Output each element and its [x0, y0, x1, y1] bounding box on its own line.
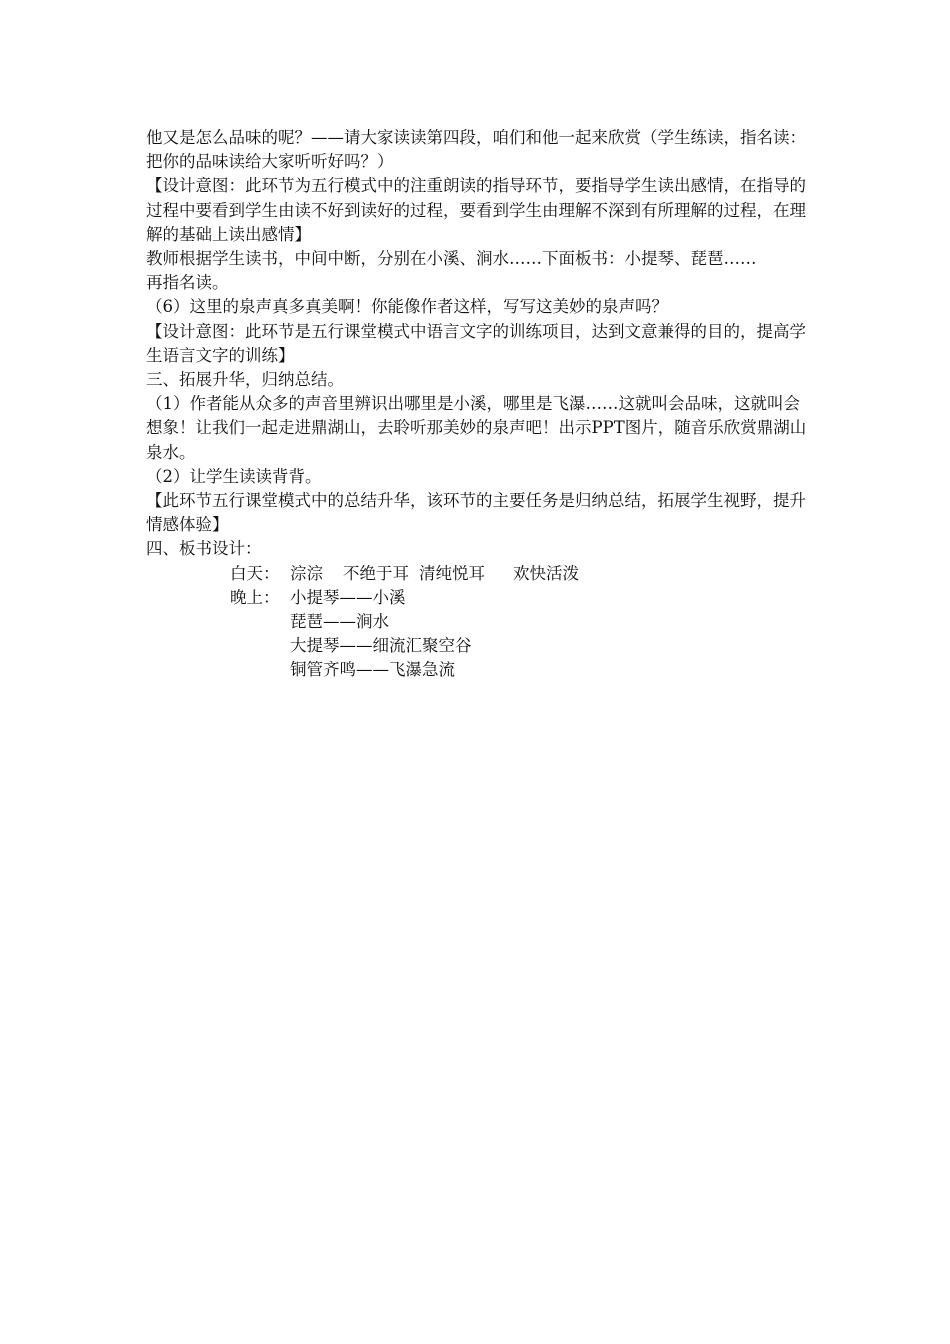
board-night-line: 小提琴——小溪: [290, 587, 406, 607]
paragraph-design-intent-2: 【设计意图：此环节是五行课堂模式中语言文字的训练项目，达到文意兼得的目的，提高学生语言文字的训练】: [146, 321, 806, 365]
section-heading-4: 四、板书设计：: [146, 539, 262, 559]
document-page: [146, 126, 810, 683]
paragraph-step-1: （1）作者能从众多的声音里辨识出哪里是小溪，哪里是飞瀑……这就叫会品味，这就叫会想象！让我们一起走进鼎湖山，去聆听那美妙的泉声吧！出示PPT图片，随音乐欣赏鼎湖山泉水。: [146, 394, 807, 462]
board-day-item: 清纯悦耳: [419, 563, 485, 583]
paragraph-step-6: （6）这里的泉声真多真美啊！你能像作者这样，写写这美妙的泉声吗？: [146, 297, 668, 317]
board-day-item: 淙淙: [290, 563, 323, 583]
paragraph-step-2: （2）让学生读读背背。: [146, 466, 322, 486]
paragraph-intro: 他又是怎么品味的呢？——请大家读读第四段，咱们和他一起来欣赏（学生练读，指名读：把你的品味读给大家听听好吗？）: [146, 128, 806, 172]
board-night-line: 琵琶——涧水: [290, 612, 389, 632]
paragraph-reread: 再指名读。: [146, 273, 229, 293]
board-day-item: 不绝于耳: [343, 563, 409, 583]
board-day-item: 欢快活泼: [513, 563, 579, 583]
blackboard-design: [146, 562, 810, 683]
board-day-label: 白天：: [230, 563, 280, 583]
paragraph-design-intent-1: 【设计意图：此环节为五行模式中的注重朗读的指导环节，要指导学生读出感情，在指导的过程中要看到学生由读不好到读好的过程，要看到学生由理解不深到有所理解的过程，在理解的基础上读出感情】: [146, 176, 806, 244]
board-night-line: 铜管齐鸣——飞瀑急流: [290, 660, 455, 680]
board-night-row: [290, 610, 810, 634]
board-night-label: 晚上：: [230, 587, 280, 607]
board-day-row: [146, 562, 810, 586]
paragraph-design-intent-3: 【此环节五行课堂模式中的总结升华，该环节的主要任务是归纳总结，拓展学生视野，提升情感体验】: [146, 491, 806, 535]
board-night-row: [290, 658, 810, 682]
paragraph-teacher-note: 教师根据学生读书，中间中断，分别在小溪、涧水……下面板书：小提琴、琵琶……: [146, 249, 757, 269]
board-night-line: 大提琴——细流汇聚空谷: [290, 636, 472, 656]
board-night-row: [290, 634, 810, 658]
board-night-row: [146, 586, 810, 610]
section-heading-3: 三、拓展升华，归纳总结。: [146, 370, 344, 390]
